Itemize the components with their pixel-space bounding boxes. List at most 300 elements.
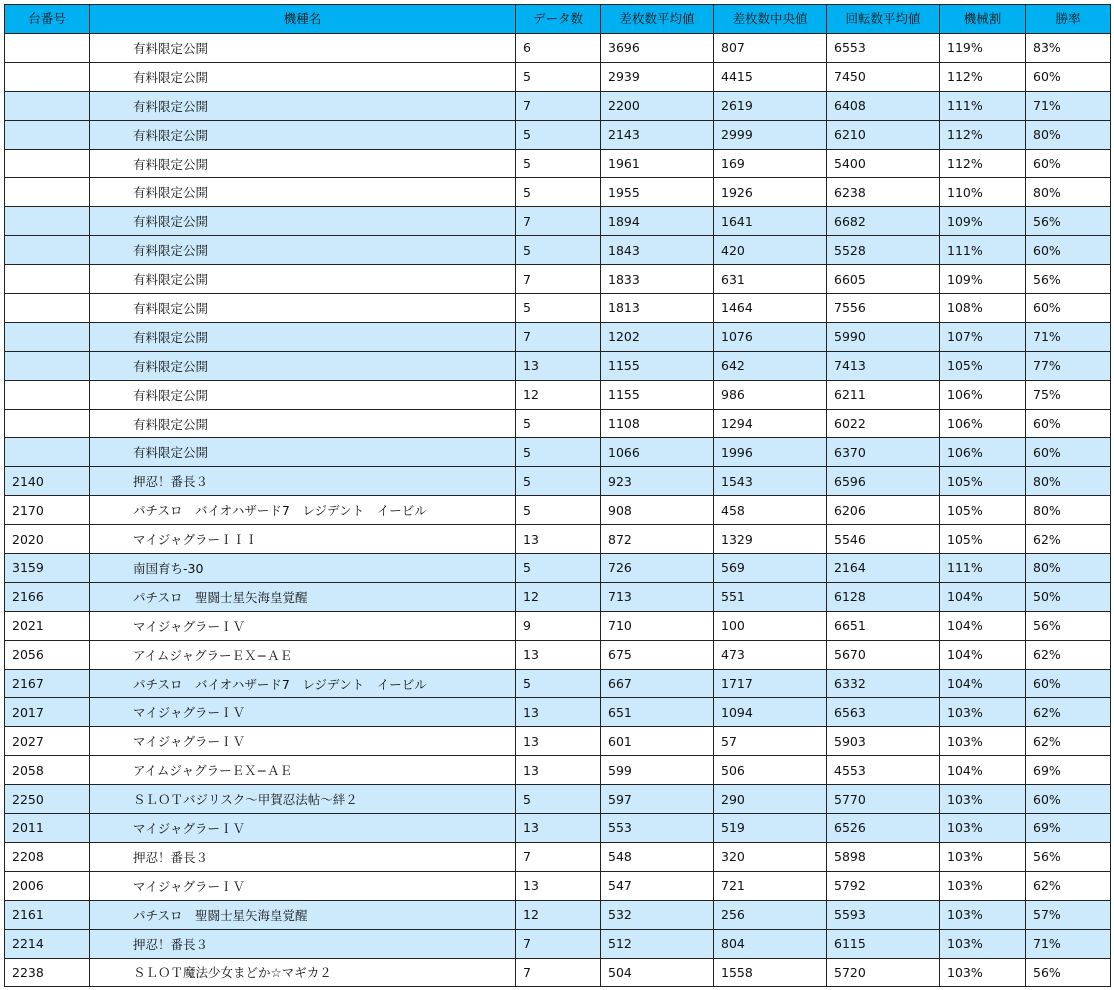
cell-median-diff: 1094 xyxy=(714,698,827,727)
cell-machine-name: マイジャグラーＩＩＩ xyxy=(90,525,516,554)
cell-win-rate: 80% xyxy=(1026,554,1111,583)
cell-avg-spins: 6682 xyxy=(827,207,940,236)
cell-win-rate: 69% xyxy=(1026,814,1111,843)
cell-machine-name: 有料限定公開 xyxy=(90,294,516,323)
cell-machine-name: ＳＬＯＴバジリスク〜甲賀忍法帖〜絆２ xyxy=(90,785,516,814)
cell-median-diff: 631 xyxy=(714,265,827,294)
cell-avg-spins: 7450 xyxy=(827,62,940,91)
cell-machine-number: 2027 xyxy=(5,727,90,756)
cell-data-count: 13 xyxy=(516,640,601,669)
cell-median-diff: 986 xyxy=(714,380,827,409)
cell-median-diff: 100 xyxy=(714,611,827,640)
cell-avg-diff: 667 xyxy=(601,669,714,698)
cell-median-diff: 1926 xyxy=(714,178,827,207)
cell-machine-name: 有料限定公開 xyxy=(90,236,516,265)
cell-median-diff: 1543 xyxy=(714,467,827,496)
cell-avg-spins: 6022 xyxy=(827,409,940,438)
cell-machine-number: 2021 xyxy=(5,611,90,640)
cell-median-diff: 2999 xyxy=(714,120,827,149)
cell-win-rate: 80% xyxy=(1026,496,1111,525)
cell-machine-number xyxy=(5,380,90,409)
table-row xyxy=(5,351,1111,380)
cell-data-count: 5 xyxy=(516,178,601,207)
cell-avg-spins: 5770 xyxy=(827,785,940,814)
cell-machine-number xyxy=(5,322,90,351)
cell-median-diff: 1558 xyxy=(714,958,827,987)
cell-machine-name: 南国育ち-30 xyxy=(90,554,516,583)
cell-avg-diff: 726 xyxy=(601,554,714,583)
cell-machine-name: 有料限定公開 xyxy=(90,120,516,149)
cell-avg-diff: 553 xyxy=(601,814,714,843)
cell-data-count: 7 xyxy=(516,265,601,294)
cell-data-count: 5 xyxy=(516,149,601,178)
cell-win-rate: 75% xyxy=(1026,380,1111,409)
cell-median-diff: 290 xyxy=(714,785,827,814)
cell-data-count: 7 xyxy=(516,91,601,120)
cell-median-diff: 1641 xyxy=(714,207,827,236)
cell-win-rate: 56% xyxy=(1026,842,1111,871)
cell-payout-rate: 111% xyxy=(940,91,1026,120)
table-row xyxy=(5,958,1111,987)
cell-payout-rate: 107% xyxy=(940,322,1026,351)
cell-machine-name: 有料限定公開 xyxy=(90,91,516,120)
table-row xyxy=(5,611,1111,640)
cell-avg-diff: 547 xyxy=(601,871,714,900)
cell-avg-spins: 6563 xyxy=(827,698,940,727)
cell-payout-rate: 105% xyxy=(940,496,1026,525)
cell-payout-rate: 109% xyxy=(940,265,1026,294)
table-row xyxy=(5,62,1111,91)
cell-win-rate: 56% xyxy=(1026,611,1111,640)
cell-payout-rate: 103% xyxy=(940,900,1026,929)
cell-machine-number: 3159 xyxy=(5,554,90,583)
header-avg-diff: 差枚数平均値 xyxy=(601,5,714,34)
cell-data-count: 9 xyxy=(516,611,601,640)
cell-machine-number: 2006 xyxy=(5,871,90,900)
cell-avg-diff: 1833 xyxy=(601,265,714,294)
cell-payout-rate: 103% xyxy=(940,842,1026,871)
cell-median-diff: 804 xyxy=(714,929,827,958)
cell-avg-spins: 7556 xyxy=(827,294,940,323)
header-machine-name: 機種名 xyxy=(90,5,516,34)
cell-win-rate: 62% xyxy=(1026,525,1111,554)
cell-data-count: 7 xyxy=(516,958,601,987)
cell-machine-name: ＳＬＯＴ魔法少女まどか☆マギカ２ xyxy=(90,958,516,987)
cell-win-rate: 56% xyxy=(1026,207,1111,236)
cell-median-diff: 473 xyxy=(714,640,827,669)
cell-data-count: 5 xyxy=(516,294,601,323)
cell-payout-rate: 105% xyxy=(940,525,1026,554)
cell-machine-number xyxy=(5,34,90,63)
cell-avg-diff: 512 xyxy=(601,929,714,958)
cell-machine-number: 2250 xyxy=(5,785,90,814)
cell-payout-rate: 105% xyxy=(940,351,1026,380)
cell-avg-diff: 1155 xyxy=(601,351,714,380)
cell-win-rate: 60% xyxy=(1026,785,1111,814)
cell-avg-diff: 599 xyxy=(601,756,714,785)
cell-machine-number: 2214 xyxy=(5,929,90,958)
cell-machine-number xyxy=(5,236,90,265)
cell-avg-diff: 713 xyxy=(601,582,714,611)
cell-data-count: 13 xyxy=(516,525,601,554)
cell-data-count: 13 xyxy=(516,351,601,380)
cell-win-rate: 60% xyxy=(1026,438,1111,467)
table-row xyxy=(5,467,1111,496)
cell-payout-rate: 104% xyxy=(940,756,1026,785)
cell-win-rate: 50% xyxy=(1026,582,1111,611)
cell-machine-name: 有料限定公開 xyxy=(90,34,516,63)
cell-avg-diff: 3696 xyxy=(601,34,714,63)
cell-win-rate: 77% xyxy=(1026,351,1111,380)
cell-median-diff: 458 xyxy=(714,496,827,525)
cell-win-rate: 69% xyxy=(1026,756,1111,785)
cell-machine-name: パチスロ バイオハザード7 レジデント イービル xyxy=(90,669,516,698)
cell-avg-spins: 5670 xyxy=(827,640,940,669)
cell-payout-rate: 103% xyxy=(940,698,1026,727)
cell-avg-diff: 601 xyxy=(601,727,714,756)
cell-payout-rate: 103% xyxy=(940,814,1026,843)
cell-avg-spins: 6115 xyxy=(827,929,940,958)
cell-avg-spins: 5720 xyxy=(827,958,940,987)
cell-machine-name: パチスロ バイオハザード7 レジデント イービル xyxy=(90,496,516,525)
cell-avg-spins: 6211 xyxy=(827,380,940,409)
cell-win-rate: 60% xyxy=(1026,236,1111,265)
table-row xyxy=(5,409,1111,438)
cell-machine-name: 有料限定公開 xyxy=(90,409,516,438)
table-row xyxy=(5,640,1111,669)
cell-data-count: 5 xyxy=(516,554,601,583)
cell-avg-spins: 6605 xyxy=(827,265,940,294)
cell-median-diff: 57 xyxy=(714,727,827,756)
cell-data-count: 7 xyxy=(516,842,601,871)
cell-data-count: 12 xyxy=(516,380,601,409)
cell-avg-spins: 6238 xyxy=(827,178,940,207)
cell-payout-rate: 103% xyxy=(940,727,1026,756)
cell-machine-name: 有料限定公開 xyxy=(90,62,516,91)
cell-avg-spins: 5528 xyxy=(827,236,940,265)
cell-payout-rate: 106% xyxy=(940,380,1026,409)
cell-avg-spins: 6526 xyxy=(827,814,940,843)
cell-machine-number: 2238 xyxy=(5,958,90,987)
cell-avg-diff: 1155 xyxy=(601,380,714,409)
cell-machine-number xyxy=(5,149,90,178)
cell-machine-number xyxy=(5,207,90,236)
cell-avg-spins: 7413 xyxy=(827,351,940,380)
header-machine-number: 台番号 xyxy=(5,5,90,34)
cell-data-count: 13 xyxy=(516,727,601,756)
cell-win-rate: 83% xyxy=(1026,34,1111,63)
cell-median-diff: 169 xyxy=(714,149,827,178)
cell-payout-rate: 111% xyxy=(940,236,1026,265)
cell-win-rate: 62% xyxy=(1026,698,1111,727)
cell-median-diff: 256 xyxy=(714,900,827,929)
cell-avg-diff: 1955 xyxy=(601,178,714,207)
table-row xyxy=(5,322,1111,351)
cell-median-diff: 2619 xyxy=(714,91,827,120)
cell-avg-diff: 651 xyxy=(601,698,714,727)
cell-median-diff: 320 xyxy=(714,842,827,871)
cell-median-diff: 1464 xyxy=(714,294,827,323)
cell-machine-number: 2020 xyxy=(5,525,90,554)
cell-machine-number xyxy=(5,438,90,467)
cell-avg-spins: 6128 xyxy=(827,582,940,611)
cell-avg-diff: 1843 xyxy=(601,236,714,265)
cell-win-rate: 62% xyxy=(1026,727,1111,756)
cell-median-diff: 1076 xyxy=(714,322,827,351)
cell-avg-diff: 548 xyxy=(601,842,714,871)
cell-data-count: 5 xyxy=(516,236,601,265)
cell-data-count: 5 xyxy=(516,467,601,496)
cell-win-rate: 60% xyxy=(1026,149,1111,178)
table-row xyxy=(5,91,1111,120)
cell-data-count: 7 xyxy=(516,207,601,236)
table-row xyxy=(5,525,1111,554)
cell-avg-diff: 1066 xyxy=(601,438,714,467)
cell-avg-diff: 710 xyxy=(601,611,714,640)
cell-data-count: 13 xyxy=(516,756,601,785)
cell-avg-spins: 6206 xyxy=(827,496,940,525)
cell-payout-rate: 112% xyxy=(940,120,1026,149)
cell-median-diff: 4415 xyxy=(714,62,827,91)
table-row xyxy=(5,842,1111,871)
table-row xyxy=(5,900,1111,929)
table-row xyxy=(5,380,1111,409)
cell-payout-rate: 105% xyxy=(940,467,1026,496)
cell-avg-spins: 5990 xyxy=(827,322,940,351)
cell-avg-diff: 1961 xyxy=(601,149,714,178)
cell-avg-diff: 1202 xyxy=(601,322,714,351)
cell-data-count: 7 xyxy=(516,929,601,958)
cell-machine-number: 2056 xyxy=(5,640,90,669)
table-row xyxy=(5,438,1111,467)
table-row xyxy=(5,814,1111,843)
header-win-rate: 勝率 xyxy=(1026,5,1111,34)
cell-avg-spins: 5898 xyxy=(827,842,940,871)
cell-machine-name: アイムジャグラーＥＸ−ＡＥ xyxy=(90,640,516,669)
cell-median-diff: 1717 xyxy=(714,669,827,698)
cell-machine-name: 有料限定公開 xyxy=(90,149,516,178)
cell-data-count: 13 xyxy=(516,698,601,727)
cell-machine-name: 押忍！番長３ xyxy=(90,842,516,871)
cell-avg-diff: 2200 xyxy=(601,91,714,120)
cell-avg-diff: 908 xyxy=(601,496,714,525)
cell-machine-number xyxy=(5,351,90,380)
cell-avg-spins: 5546 xyxy=(827,525,940,554)
table-row xyxy=(5,554,1111,583)
cell-avg-diff: 872 xyxy=(601,525,714,554)
cell-median-diff: 721 xyxy=(714,871,827,900)
cell-data-count: 5 xyxy=(516,438,601,467)
cell-median-diff: 1996 xyxy=(714,438,827,467)
cell-machine-name: 有料限定公開 xyxy=(90,438,516,467)
cell-machine-name: 有料限定公開 xyxy=(90,265,516,294)
cell-machine-name: 有料限定公開 xyxy=(90,351,516,380)
cell-win-rate: 80% xyxy=(1026,120,1111,149)
cell-machine-number: 2011 xyxy=(5,814,90,843)
table-row xyxy=(5,756,1111,785)
cell-machine-name: パチスロ 聖闘士星矢海皇覚醒 xyxy=(90,900,516,929)
cell-data-count: 13 xyxy=(516,871,601,900)
table-row xyxy=(5,120,1111,149)
cell-payout-rate: 112% xyxy=(940,62,1026,91)
table-row xyxy=(5,727,1111,756)
cell-avg-spins: 6408 xyxy=(827,91,940,120)
cell-payout-rate: 111% xyxy=(940,554,1026,583)
cell-machine-name: 有料限定公開 xyxy=(90,380,516,409)
cell-win-rate: 80% xyxy=(1026,178,1111,207)
table-row xyxy=(5,34,1111,63)
table-row xyxy=(5,294,1111,323)
cell-payout-rate: 103% xyxy=(940,785,1026,814)
cell-data-count: 5 xyxy=(516,120,601,149)
cell-win-rate: 56% xyxy=(1026,958,1111,987)
cell-data-count: 6 xyxy=(516,34,601,63)
cell-payout-rate: 106% xyxy=(940,438,1026,467)
machine-stats-table xyxy=(4,4,1111,987)
cell-payout-rate: 108% xyxy=(940,294,1026,323)
cell-data-count: 5 xyxy=(516,669,601,698)
table-row xyxy=(5,496,1111,525)
table-row xyxy=(5,929,1111,958)
cell-data-count: 13 xyxy=(516,814,601,843)
cell-machine-number xyxy=(5,62,90,91)
cell-data-count: 5 xyxy=(516,785,601,814)
cell-win-rate: 60% xyxy=(1026,62,1111,91)
cell-median-diff: 519 xyxy=(714,814,827,843)
cell-median-diff: 642 xyxy=(714,351,827,380)
cell-data-count: 5 xyxy=(516,496,601,525)
cell-machine-name: アイムジャグラーＥＸ−ＡＥ xyxy=(90,756,516,785)
header-row xyxy=(5,5,1111,34)
cell-avg-spins: 5400 xyxy=(827,149,940,178)
cell-machine-name: 押忍！番長３ xyxy=(90,929,516,958)
cell-win-rate: 71% xyxy=(1026,91,1111,120)
cell-avg-spins: 4553 xyxy=(827,756,940,785)
cell-avg-spins: 6553 xyxy=(827,34,940,63)
cell-avg-diff: 923 xyxy=(601,467,714,496)
cell-median-diff: 1329 xyxy=(714,525,827,554)
cell-win-rate: 60% xyxy=(1026,669,1111,698)
table-row xyxy=(5,871,1111,900)
cell-machine-name: マイジャグラーＩＶ xyxy=(90,698,516,727)
cell-payout-rate: 104% xyxy=(940,669,1026,698)
cell-payout-rate: 109% xyxy=(940,207,1026,236)
cell-data-count: 7 xyxy=(516,322,601,351)
cell-avg-diff: 675 xyxy=(601,640,714,669)
cell-machine-number xyxy=(5,265,90,294)
cell-machine-name: パチスロ 聖闘士星矢海皇覚醒 xyxy=(90,582,516,611)
cell-payout-rate: 104% xyxy=(940,582,1026,611)
cell-avg-diff: 1813 xyxy=(601,294,714,323)
table-row xyxy=(5,669,1111,698)
cell-machine-number: 2017 xyxy=(5,698,90,727)
cell-median-diff: 420 xyxy=(714,236,827,265)
cell-median-diff: 569 xyxy=(714,554,827,583)
table-header xyxy=(5,5,1111,34)
cell-win-rate: 57% xyxy=(1026,900,1111,929)
cell-payout-rate: 104% xyxy=(940,611,1026,640)
cell-avg-spins: 5903 xyxy=(827,727,940,756)
table-row xyxy=(5,265,1111,294)
cell-win-rate: 60% xyxy=(1026,294,1111,323)
cell-machine-number: 2166 xyxy=(5,582,90,611)
cell-machine-number: 2161 xyxy=(5,900,90,929)
cell-payout-rate: 103% xyxy=(940,871,1026,900)
cell-avg-diff: 504 xyxy=(601,958,714,987)
cell-machine-number: 2140 xyxy=(5,467,90,496)
cell-avg-diff: 2939 xyxy=(601,62,714,91)
cell-machine-number: 2208 xyxy=(5,842,90,871)
table-row xyxy=(5,178,1111,207)
header-median-diff: 差枚数中央値 xyxy=(714,5,827,34)
cell-payout-rate: 110% xyxy=(940,178,1026,207)
cell-payout-rate: 106% xyxy=(940,409,1026,438)
cell-payout-rate: 103% xyxy=(940,929,1026,958)
cell-median-diff: 807 xyxy=(714,34,827,63)
cell-win-rate: 60% xyxy=(1026,409,1111,438)
cell-machine-number xyxy=(5,294,90,323)
table-row xyxy=(5,149,1111,178)
cell-avg-spins: 6210 xyxy=(827,120,940,149)
cell-data-count: 5 xyxy=(516,409,601,438)
cell-avg-spins: 2164 xyxy=(827,554,940,583)
cell-payout-rate: 112% xyxy=(940,149,1026,178)
cell-machine-name: マイジャグラーＩＶ xyxy=(90,814,516,843)
cell-win-rate: 71% xyxy=(1026,929,1111,958)
header-avg-spins: 回転数平均値 xyxy=(827,5,940,34)
table-row xyxy=(5,582,1111,611)
cell-machine-name: 押忍！番長３ xyxy=(90,467,516,496)
table-row xyxy=(5,785,1111,814)
cell-payout-rate: 104% xyxy=(940,640,1026,669)
cell-median-diff: 1294 xyxy=(714,409,827,438)
cell-win-rate: 71% xyxy=(1026,322,1111,351)
cell-machine-number: 2170 xyxy=(5,496,90,525)
cell-payout-rate: 119% xyxy=(940,34,1026,63)
cell-median-diff: 506 xyxy=(714,756,827,785)
table-row xyxy=(5,698,1111,727)
cell-avg-diff: 1894 xyxy=(601,207,714,236)
cell-win-rate: 62% xyxy=(1026,871,1111,900)
cell-win-rate: 80% xyxy=(1026,467,1111,496)
cell-win-rate: 56% xyxy=(1026,265,1111,294)
table-row xyxy=(5,207,1111,236)
header-payout-rate: 機械割 xyxy=(940,5,1026,34)
cell-machine-name: マイジャグラーＩＶ xyxy=(90,871,516,900)
cell-machine-number: 2058 xyxy=(5,756,90,785)
cell-avg-spins: 6596 xyxy=(827,467,940,496)
cell-data-count: 5 xyxy=(516,62,601,91)
cell-median-diff: 551 xyxy=(714,582,827,611)
cell-machine-name: 有料限定公開 xyxy=(90,178,516,207)
cell-avg-diff: 597 xyxy=(601,785,714,814)
cell-avg-diff: 1108 xyxy=(601,409,714,438)
cell-avg-diff: 2143 xyxy=(601,120,714,149)
cell-machine-number: 2167 xyxy=(5,669,90,698)
cell-machine-name: 有料限定公開 xyxy=(90,207,516,236)
cell-avg-spins: 6370 xyxy=(827,438,940,467)
table-row xyxy=(5,236,1111,265)
cell-machine-name: 有料限定公開 xyxy=(90,322,516,351)
cell-machine-name: マイジャグラーＩＶ xyxy=(90,611,516,640)
cell-avg-spins: 5593 xyxy=(827,900,940,929)
cell-avg-spins: 5792 xyxy=(827,871,940,900)
cell-machine-number xyxy=(5,178,90,207)
header-data-count: データ数 xyxy=(516,5,601,34)
cell-machine-number xyxy=(5,409,90,438)
cell-machine-number xyxy=(5,120,90,149)
cell-data-count: 12 xyxy=(516,900,601,929)
